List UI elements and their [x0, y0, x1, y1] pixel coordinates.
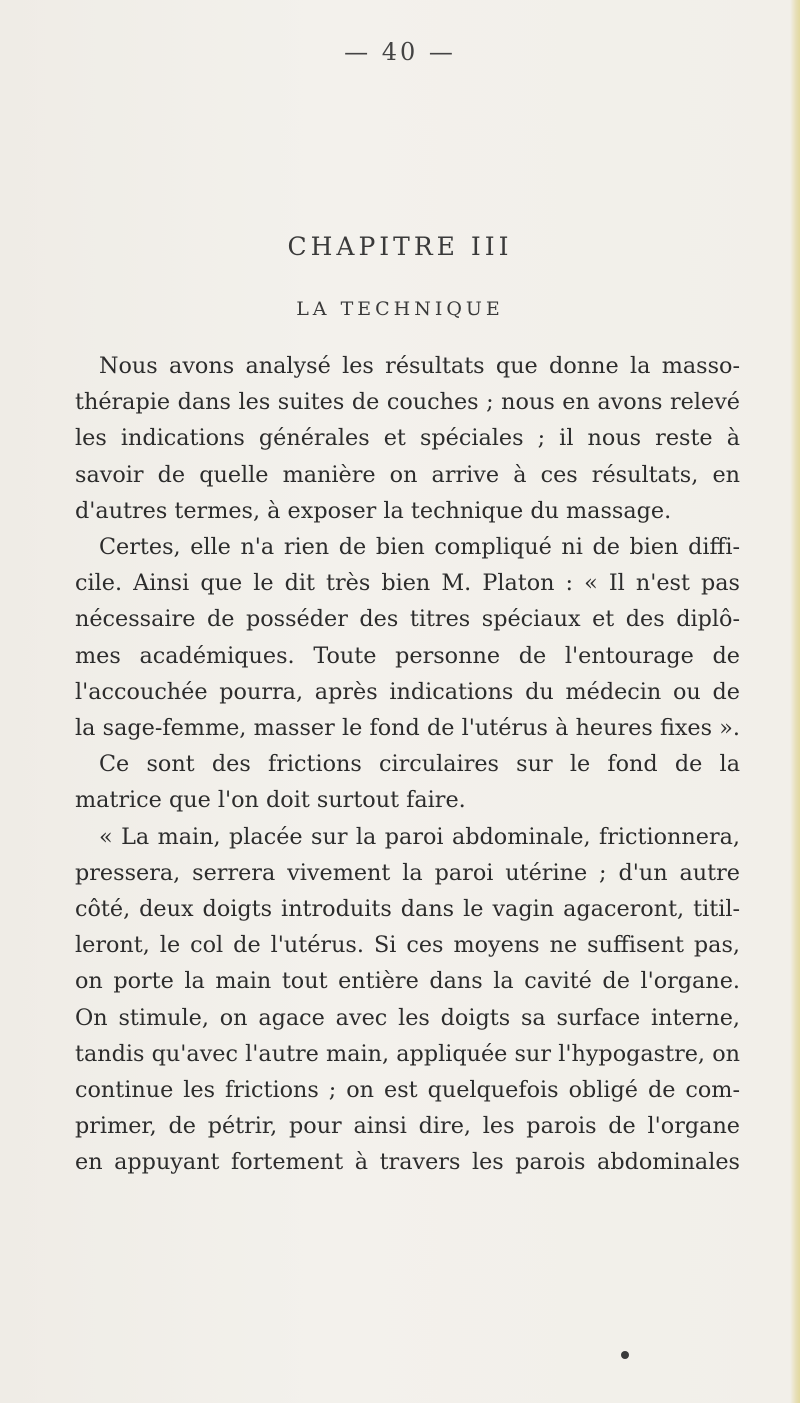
text-line: leront, le col de l'utérus. Si ces moyens ne suffisent pas,: [75, 932, 740, 959]
text-line: On stimule, on agace avec les doigts sa surface interne,: [75, 1004, 740, 1031]
text-line: Certes, elle n'a rien de bien compliqué ni de bien diffi-: [99, 534, 740, 561]
chapter-title: CHAPITRE III: [287, 232, 513, 261]
body-text: [75, 348, 740, 1181]
text-line: mes académiques. Toute personne de l'entourage de: [75, 642, 740, 669]
text-line: nécessaire de posséder des titres spéciaux et des diplô-: [75, 606, 740, 633]
text-line: côté, deux doigts introduits dans le vagin agaceront, titil-: [75, 896, 740, 923]
text-line: continue les frictions ; on est quelquefois obligé de com-: [75, 1077, 740, 1104]
text-line: thérapie dans les suites de couches ; nous en avons relevé: [75, 389, 740, 416]
text-line: en appuyant fortement à travers les parois abdominales: [75, 1149, 740, 1176]
text-line: l'accouchée pourra, après indications du médecin ou de: [75, 678, 740, 705]
section-title: LA TECHNIQUE: [296, 298, 504, 320]
ink-dot-mark: [621, 1351, 629, 1359]
text-line: la sage-femme, masser le fond de l'utérus à heures fixes ».: [75, 715, 740, 742]
text-line: matrice que l'on doit surtout faire.: [75, 787, 466, 814]
text-line: d'autres termes, à exposer la technique du massage.: [75, 497, 672, 524]
text-line: savoir de quelle manière on arrive à ces résultats, en: [75, 461, 740, 488]
page-edge-shadow: [790, 0, 800, 1403]
page-number: — 40 —: [344, 38, 456, 66]
text-line: on porte la main tout entière dans la cavité de l'organe.: [75, 968, 740, 995]
text-line: Ce sont des frictions circulaires sur le fond de la: [99, 751, 740, 778]
text-line: les indications générales et spéciales ; il nous reste à: [75, 425, 740, 452]
text-line: Nous avons analysé les résultats que donne la masso-: [99, 353, 740, 379]
text-line: cile. Ainsi que le dit très bien M. Platon : « Il n'est pas: [75, 570, 740, 597]
text-line: tandis qu'avec l'autre main, appliquée sur l'hypogastre, on: [75, 1040, 740, 1067]
text-line: « La main, placée sur la paroi abdominale, frictionnera,: [99, 823, 740, 850]
text-line: pressera, serrera vivement la paroi utérine ; d'un autre: [75, 859, 740, 886]
text-line: primer, de pétrir, pour ainsi dire, les parois de l'organe: [75, 1113, 740, 1140]
